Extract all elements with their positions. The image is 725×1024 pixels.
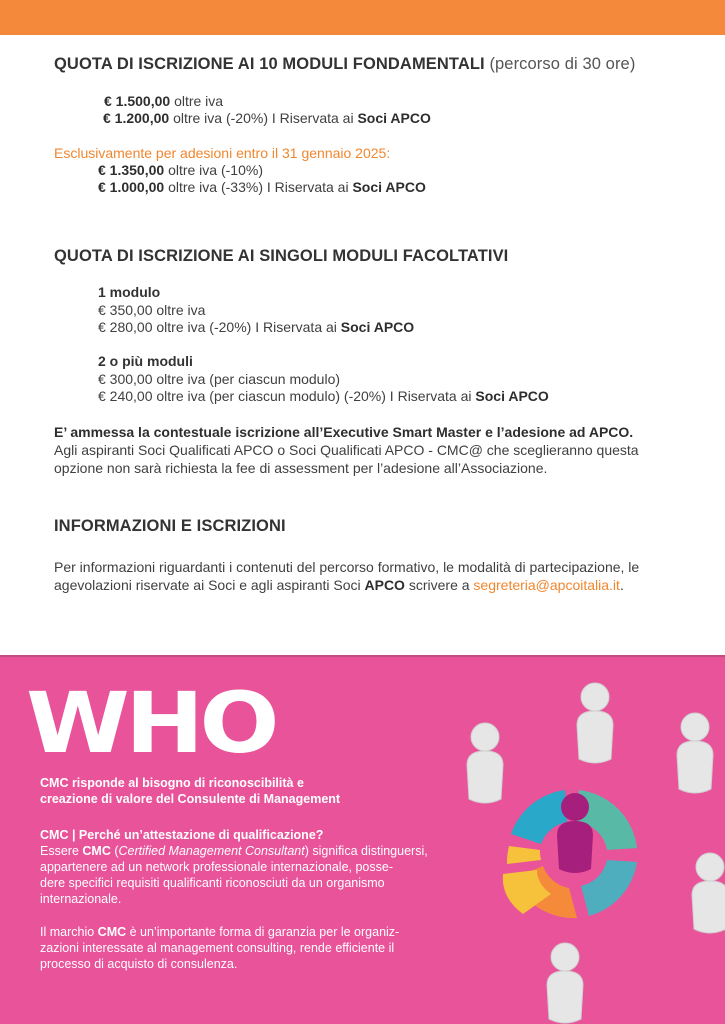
- section-title-optional-modules: QUOTA DI ISCRIZIONE AI SINGOLI MODULI FACOLTATIVI: [54, 247, 509, 265]
- one-module-label: 1 modulo: [98, 284, 161, 300]
- price-line-members: € 1.200,00 oltre iva (-20%) I Riservata ai Soci APCO: [103, 110, 431, 126]
- combined-enrollment-note: E’ ammessa la contestuale iscrizione all’Executive Smart Master e l’adesione ad APCO. Agli aspiranti Soci Qualificati APCO o Soci Qualificati APCO - CMC@ che sceglieranno questa opzione non sarà richiesta la fee di assessment per l’adesione all’Associazione.: [54, 424, 639, 476]
- who-panel: [0, 655, 725, 1024]
- section-title-info: INFORMAZIONI E ISCRIZIONI: [54, 517, 286, 535]
- who-p2-line-3: processo di acquisto di consulenza.: [40, 957, 238, 971]
- email-link[interactable]: segreteria@apcoitalia.it: [473, 577, 620, 593]
- who-intro-line-1: CMC risponde al bisogno di riconoscibilità e: [40, 776, 304, 790]
- people-puzzle-illustration-icon: [455, 679, 725, 1024]
- multi-module-price-full: € 300,00 oltre iva (per ciascun modulo): [98, 371, 341, 387]
- one-module-price-full: € 350,00 oltre iva: [98, 302, 206, 318]
- early-bird-label: Esclusivamente per adesioni entro il 31 gennaio 2025:: [54, 145, 391, 161]
- price-line-full: € 1.500,00 oltre iva: [104, 93, 224, 109]
- who-intro-line-2: creazione di valore del Consulente di Management: [40, 792, 341, 806]
- multi-module-price-members: € 240,00 oltre iva (per ciascun modulo) (-20%) I Riservata ai Soci APCO: [98, 388, 549, 404]
- early-price-line-members: € 1.000,00 oltre iva (-33%) I Riservata ai Soci APCO: [98, 179, 426, 195]
- info-paragraph: Per informazioni riguardanti i contenuti del percorso formativo, le modalità di partecipazione, le agevolazioni riservate ai Soci e agli aspiranti Soci APCO scrivere a segreteria@apcoitalia.it.: [54, 559, 640, 593]
- early-price-line-full: € 1.350,00 oltre iva (-10%): [98, 162, 263, 178]
- one-module-price-members: € 280,00 oltre iva (-20%) I Riservata ai Soci APCO: [98, 319, 415, 335]
- who-question: CMC | Perché un’attestazione di qualificazione?: [40, 828, 324, 842]
- who-p1-line-4: internazionale.: [40, 892, 122, 906]
- who-p1-line-3: dere specifici requisiti qualificanti riconosciuti da un organismo: [40, 876, 385, 890]
- who-p1-line-2: appartenere ad un network professionale internazionale, posse-: [40, 860, 394, 874]
- top-accent-bar: [0, 0, 725, 35]
- who-p1-line-1: Essere CMC (Certified Management Consultant) significa distinguersi,: [40, 844, 428, 858]
- who-p2-line-2: zazioni interessate al management consulting, rende efficiente il: [40, 941, 395, 955]
- who-heading: WHO: [26, 674, 276, 772]
- who-p2-line-1: Il marchio CMC è un’importante forma di garanzia per le organiz-: [40, 925, 400, 939]
- section-title-fundamental-modules: QUOTA DI ISCRIZIONE AI 10 MODULI FONDAMENTALI (percorso di 30 ore): [54, 55, 636, 73]
- multi-module-label: 2 o più moduli: [98, 353, 193, 369]
